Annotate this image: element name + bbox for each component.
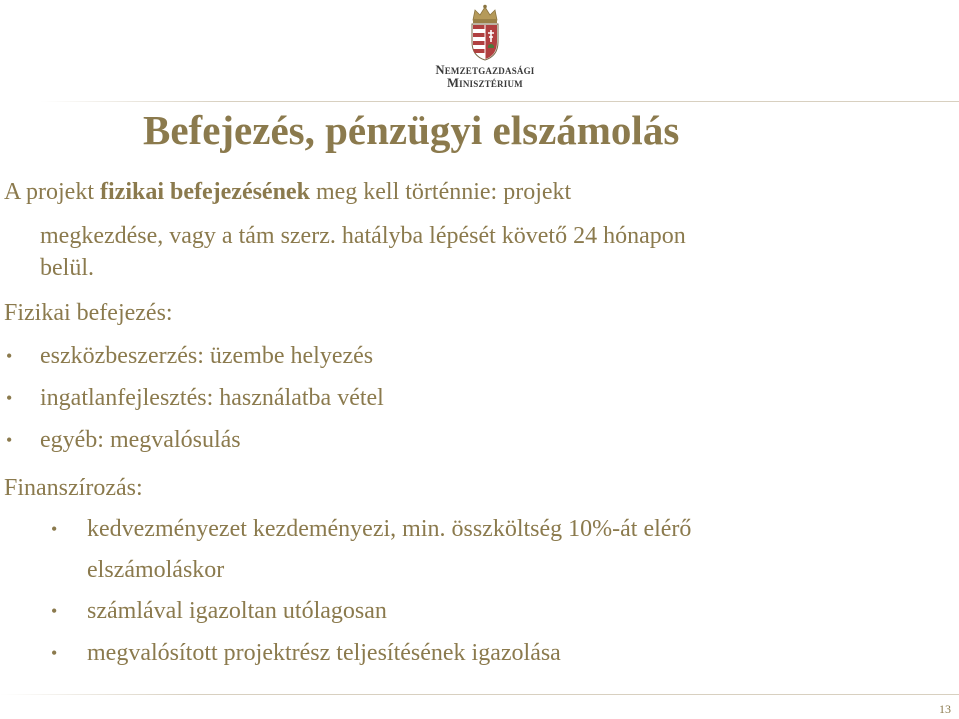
intro-line-3: belül. [40, 255, 94, 281]
physical-heading: Fizikai befejezés: [4, 300, 173, 326]
intro-line-1 [4, 178, 571, 206]
intro-bold: fizikai befejezésének [100, 179, 310, 205]
bullet-marker: • [51, 643, 58, 663]
bullet-marker: • [6, 430, 13, 450]
bullet-marker: • [51, 519, 58, 539]
financing-item-3: megvalósított projektrész teljesítésének igazolása [87, 640, 561, 666]
intro-suffix: meg kell történnie: projekt [309, 179, 572, 205]
physical-item-1: eszközbeszerzés: üzembe helyezés [40, 343, 374, 369]
bullet-marker: • [6, 388, 13, 408]
financing-heading: Finanszírozás: [4, 475, 143, 501]
intro-line-2: megkezdése, vagy a tám szerz. hatályba lépését követő 24 hónapon [40, 223, 686, 249]
page-number: 13 [939, 702, 951, 716]
ministry-logo [420, 4, 550, 94]
physical-item-2: ingatlanfejlesztés: használatba vétel [40, 385, 384, 411]
logo-text-line1: Nemzetgazdasági [435, 63, 535, 77]
logo-text-line2: Minisztérium [447, 76, 523, 90]
top-divider [40, 101, 959, 102]
physical-item-3: egyéb: megvalósulás [40, 427, 241, 453]
bullet-marker: • [6, 346, 13, 366]
page-title: Befejezés, pénzügyi elszámolás [143, 107, 680, 153]
bottom-divider [0, 694, 959, 695]
financing-item-1-line-1: kedvezményezet kezdeményezi, min. összköltség 10%-át elérő [87, 516, 692, 542]
intro-prefix: A projekt [4, 179, 100, 205]
financing-item-2: számlával igazoltan utólagosan [87, 598, 387, 624]
hungarian-coat-of-arms-icon [465, 4, 505, 62]
financing-item-1-line-2: elszámoláskor [87, 557, 225, 583]
bullet-marker: • [51, 601, 58, 621]
